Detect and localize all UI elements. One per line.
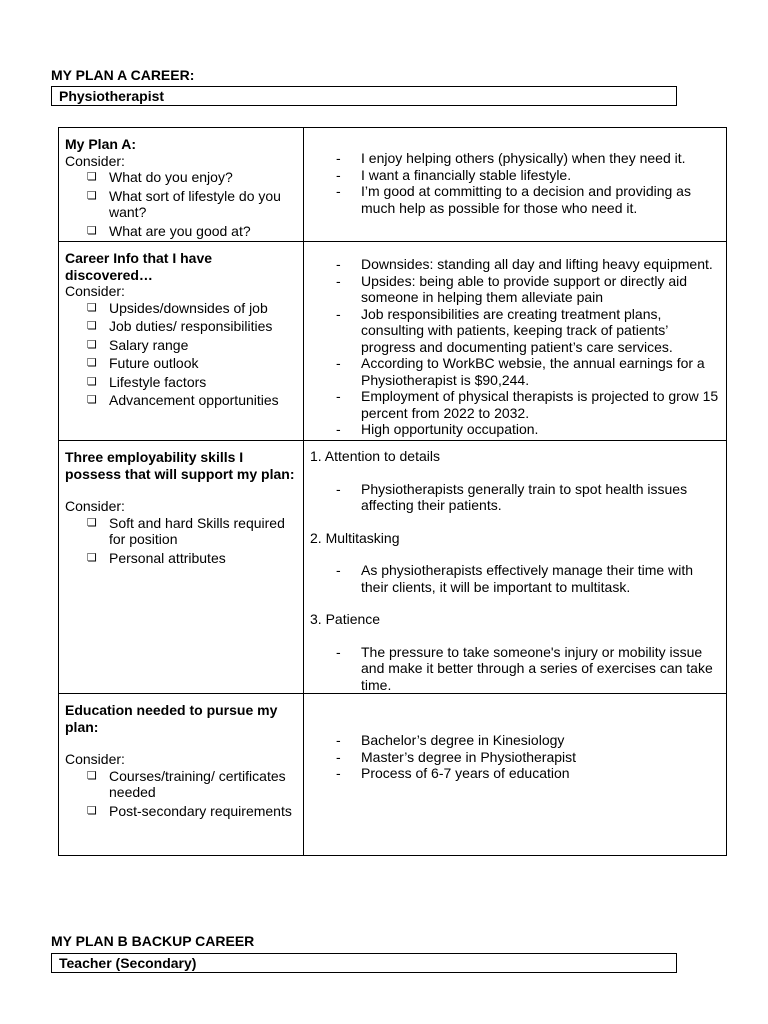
table-row bbox=[59, 694, 727, 856]
checklist bbox=[65, 768, 297, 820]
checklist-item: ❏ Post-secondary requirements bbox=[87, 803, 297, 820]
checklist bbox=[65, 169, 297, 239]
plan-b-career-field[interactable]: Teacher (Secondary) bbox=[51, 953, 677, 973]
skill-detail-list bbox=[310, 481, 720, 514]
answer-list bbox=[310, 256, 720, 438]
consider-label: Consider: bbox=[65, 751, 125, 767]
plan-a-prompt-cell bbox=[59, 128, 304, 242]
answer-item: - I’m good at committing to a decision and providing as much help as possible for those who need it. bbox=[336, 183, 720, 216]
row-title: Education needed to pursue my plan: bbox=[65, 702, 278, 735]
skill-detail-list bbox=[310, 562, 720, 595]
skill-detail-list bbox=[310, 644, 720, 694]
consider-label: Consider: bbox=[65, 283, 125, 299]
skill-detail: - As physiotherapists effectively manage their time with their clients, it will be important to multitask. bbox=[336, 562, 720, 595]
answer-item: - Employment of physical therapists is projected to grow 15 percent from 2022 to 2032. bbox=[336, 388, 720, 421]
table-row bbox=[59, 242, 727, 441]
answer-item: - Master’s degree in Physiotherapist bbox=[336, 749, 720, 766]
answer-item: - I enjoy helping others (physically) when they need it. bbox=[336, 150, 720, 167]
table-row bbox=[59, 128, 727, 242]
answer-item: - Downsides: standing all day and lifting heavy equipment. bbox=[336, 256, 720, 273]
checklist-item: ❏ Advancement opportunities bbox=[87, 392, 297, 409]
skill-heading: 1. Attention to details bbox=[310, 448, 440, 464]
answer-list bbox=[310, 150, 720, 216]
answer-item: - Job responsibilities are creating treatment plans, consulting with patients, keeping track of patients’ progress and documenting patient’s care services. bbox=[336, 306, 720, 356]
skill-heading: 3. Patience bbox=[310, 611, 381, 627]
checklist-item: ❏ What are you good at? bbox=[87, 223, 297, 240]
plan-a-heading: MY PLAN A CAREER: bbox=[51, 67, 195, 83]
checklist bbox=[65, 515, 297, 567]
checklist-item: ❏ Upsides/downsides of job bbox=[87, 300, 297, 317]
answer-item: - Bachelor’s degree in Kinesiology bbox=[336, 732, 720, 749]
education-answer-cell bbox=[304, 694, 727, 856]
consider-label: Consider: bbox=[65, 152, 125, 169]
skill-heading: 2. Multitasking bbox=[310, 529, 400, 546]
checklist-item: ❏ Personal attributes bbox=[87, 550, 297, 567]
checklist-item: ❏ Future outlook bbox=[87, 355, 297, 372]
skill-detail: - Physiotherapists generally train to spot health issues affecting their patients. bbox=[336, 481, 720, 514]
skills-prompt-cell bbox=[59, 441, 304, 694]
education-prompt-cell bbox=[59, 694, 304, 856]
checklist bbox=[65, 300, 297, 409]
checklist-item: ❏ Soft and hard Skills required for position bbox=[87, 515, 297, 548]
checklist-item: ❏ Salary range bbox=[87, 337, 297, 354]
career-info-answer-cell bbox=[304, 242, 727, 441]
answer-list bbox=[310, 732, 720, 782]
consider-label: Consider: bbox=[65, 498, 125, 514]
answer-item: - Upsides: being able to provide support or directly aid someone in helping them alleviate pain bbox=[336, 273, 720, 306]
answer-item: - I want a financially stable lifestyle. bbox=[336, 167, 720, 184]
table-row bbox=[59, 441, 727, 694]
skills-answer-cell bbox=[304, 441, 727, 694]
answer-item: - Process of 6-7 years of education bbox=[336, 765, 720, 782]
row-title: My Plan A: bbox=[65, 136, 137, 152]
plan-a-answer-cell bbox=[304, 128, 727, 242]
checklist-item: ❏ What do you enjoy? bbox=[87, 169, 297, 186]
row-title: Career Info that I have discovered… bbox=[65, 250, 213, 283]
plan-b-heading: MY PLAN B BACKUP CAREER bbox=[51, 933, 255, 949]
plan-a-career-field[interactable]: Physiotherapist bbox=[51, 86, 677, 106]
plan-a-table bbox=[58, 127, 727, 856]
row-title: Three employability skills I possess that will support my plan: bbox=[65, 449, 295, 482]
checklist-item: ❏ Job duties/ responsibilities bbox=[87, 318, 297, 335]
answer-item: - High opportunity occupation. bbox=[336, 421, 720, 438]
skill-detail: - The pressure to take someone's injury or mobility issue and make it better through a series of exercises can take time. bbox=[336, 644, 720, 694]
checklist-item: ❏ Courses/training/ certificates needed bbox=[87, 768, 297, 801]
answer-item: - According to WorkBC websie, the annual earnings for a Physiotherapist is $90,244. bbox=[336, 355, 720, 388]
career-info-prompt-cell bbox=[59, 242, 304, 441]
checklist-item: ❏ Lifestyle factors bbox=[87, 374, 297, 391]
checklist-item: ❏ What sort of lifestyle do you want? bbox=[87, 188, 297, 221]
